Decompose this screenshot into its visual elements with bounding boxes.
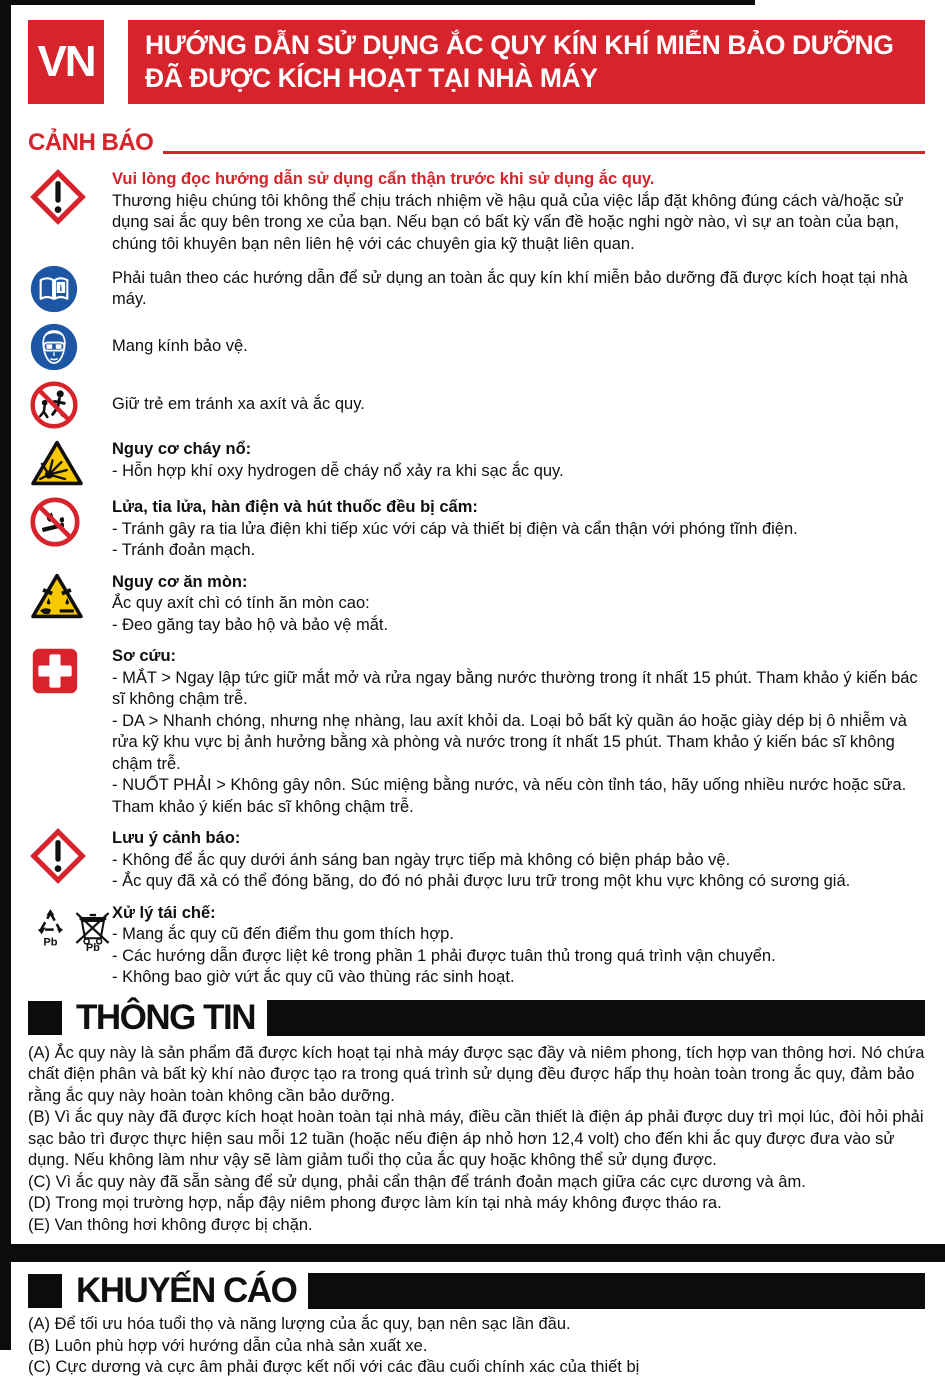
advice-heading-label: KHUYẾN CÁO <box>76 1271 297 1310</box>
ghs-exclamation-diamond-icon <box>30 828 86 884</box>
warning-item-line: - Hỗn hợp khí oxy hydrogen dễ cháy nổ xảy ra khi sạc ắc quy. <box>112 461 564 480</box>
section-separator-bar <box>0 1244 945 1262</box>
warning-item-body: Phải tuân theo các hướng dẫn để sử dụng an toàn ắc quy kín khí miễn bảo dưỡng đã được kích hoạt tại nhà máy. <box>112 268 908 308</box>
info-section <box>28 999 925 1237</box>
advice-section-header <box>28 1272 925 1310</box>
wear-eye-protection-icon <box>30 323 78 371</box>
warning-item-body: Giữ trẻ em tránh xa axít và ắc quy. <box>112 395 365 414</box>
warning-item-corrosive-hazard <box>28 572 925 637</box>
title-banner <box>128 20 925 104</box>
page-title-line-2: ĐÃ ĐƯỢC KÍCH HOẠT TẠI NHÀ MÁY <box>145 63 598 93</box>
read-manual-icon <box>30 265 78 313</box>
info-heading-label: THÔNG TIN <box>76 997 255 1037</box>
warning-section-heading <box>28 129 925 157</box>
warning-item-caution-note <box>28 828 925 893</box>
warning-item-title: Lửa, tia lửa, hàn điện và hút thuốc đều bị cấm: <box>112 498 478 516</box>
section-header-square <box>28 1274 62 1308</box>
warning-item-title: Nguy cơ cháy nổ: <box>112 440 252 458</box>
ghs-exclamation-diamond-icon <box>30 169 86 225</box>
warning-item-line: Ắc quy axít chì có tính ăn mòn cao: <box>112 594 370 612</box>
warning-item-icon-cell <box>28 169 112 255</box>
instruction-leaflet <box>28 0 925 1379</box>
advice-line-a: (A) Để tối ưu hóa tuổi thọ và năng lượng của ắc quy, bạn nên sạc lần đầu. <box>28 1315 571 1333</box>
warning-item-keep-children-away <box>28 381 925 429</box>
section-header-square <box>28 1001 62 1035</box>
warning-item-line: - Không bao giờ vứt ắc quy cũ vào thùng rác sinh hoạt. <box>112 968 515 986</box>
warning-heading-rule <box>163 151 925 154</box>
warning-item-line: - Đeo găng tay bảo hộ và bảo vệ mắt. <box>112 615 389 634</box>
warning-item-no-fire-smoking <box>28 497 925 562</box>
warning-item-icon-cell <box>28 265 112 313</box>
warning-item-icon-cell <box>28 381 112 429</box>
warning-item-title: Sơ cứu: <box>112 647 177 665</box>
info-paragraph-d: (D) Trong mọi trường hợp, nắp đậy niêm phong được làm kín tại nhà máy không được tháo ra. <box>28 1194 722 1212</box>
first-aid-icon <box>30 646 80 696</box>
warning-item-line: - Ắc quy đã xả có thể đóng băng, do đó nó phải được lưu trữ trong một khu vực không có sương giá. <box>112 872 851 890</box>
advice-section <box>28 1272 925 1379</box>
warning-item-title: Xử lý tái chế: <box>112 903 216 922</box>
svg-text:i: i <box>59 284 63 295</box>
advice-lines <box>28 1314 925 1379</box>
warning-item-line: - NUỐT PHẢI > Không gây nôn. Súc miệng bằng nước, và nếu còn tỉnh táo, hãy uống nhiều nước hoặc sữa. Tham khảo ý kiến bác sĩ không chậm trễ. <box>112 776 907 816</box>
warning-item-explosion-hazard <box>28 439 925 487</box>
warning-item-line: - DA > Nhanh chóng, nhưng nhẹ nhàng, lau axít khỏi da. Loại bỏ bất kỳ quần áo hoặc giày dép bị ô nhiễm và rửa kỹ khu vực bị ảnh hưởng bằng xà phòng và nước trong ít nhất 15 phút. Tham khảo ý kiến bác sĩ không chậm trễ. <box>112 711 907 773</box>
info-section-header <box>28 999 925 1037</box>
no-fire-smoking-icon <box>30 497 80 547</box>
warning-item-icon-cell <box>28 828 112 893</box>
warning-item-line: - Tránh gây ra tia lửa điện khi tiếp xúc với cáp và thiết bị điện và cẩn thận với phóng tĩnh điện. <box>112 519 798 538</box>
warning-item-read-carefully <box>28 169 925 255</box>
warning-item-body: Thương hiệu chúng tôi không thể chịu trách nhiệm về hậu quả của việc lắp đặt không đúng cách và/hoặc sử dụng sai ắc quy bên trong xe của bạn. Nếu bạn có bất kỳ vấn đề hoặc nghi ngờ nào, vì sự an toàn của bạn, chúng tôi khuyên bạn nên liên hệ với các chuyên gia kỹ thuật liên quan. <box>112 191 904 253</box>
warning-item-line: - Các hướng dẫn được liệt kê trong phần 1 phải được tuân thủ trong quá trình vận chuyển. <box>112 946 776 965</box>
warning-item-first-aid <box>28 646 925 818</box>
warning-item-icon-cell <box>28 439 112 487</box>
page-title-line-1: HƯỚNG DẪN SỬ DỤNG ẮC QUY KÍN KHÍ MIỄN BẢO DƯỠNG <box>145 30 894 60</box>
info-paragraph-c: (C) Vì ắc quy này đã sẵn sàng để sử dụng, phải cẩn thận để tránh đoản mạch giữa các cực dương và âm. <box>28 1172 806 1191</box>
explosion-hazard-icon <box>30 439 84 487</box>
warning-item-body: Mang kính bảo vệ. <box>112 337 248 356</box>
warning-item-follow-manual <box>28 265 925 313</box>
warning-item-line: - Tránh đoản mạch. <box>112 541 256 559</box>
info-paragraph-a: (A) Ắc quy này là sản phẩm đã được kích hoạt tại nhà máy được sạc đầy và niêm phong, tích hợp van thông hơi. Nó chứa chất điện phân và bất kỳ khí nào được tạo ra trong quá trình sử dụng đều được hấp thụ hoàn toàn trong ắc quy, đảm bảo rằng ắc quy này hoàn toàn không cần bảo dưỡng. <box>28 1043 925 1105</box>
warning-item-title: Lưu ý cảnh báo: <box>112 829 241 847</box>
header <box>28 0 925 104</box>
pb-label-right: Pb <box>85 941 100 953</box>
info-paragraphs <box>28 1043 925 1237</box>
advice-line-b: (B) Luôn phù hợp với hướng dẫn của nhà sản xuất xe. <box>28 1336 428 1355</box>
language-badge: VN <box>28 20 104 104</box>
section-header-bar <box>267 1000 925 1036</box>
warning-item-line: - MẮT > Ngay lập tức giữ mắt mở và rửa ngay bằng nước thường trong ít nhất 15 phút. Tham khảo ý kiến bác sĩ không chậm trễ. <box>112 668 918 708</box>
warning-item-line: - Không để ắc quy dưới ánh sáng ban ngày trực tiếp mà không có biện pháp bảo vệ. <box>112 850 731 869</box>
info-paragraph-e: (E) Van thông hơi không được bị chặn. <box>28 1215 313 1234</box>
warning-item-icon-cell <box>28 497 112 562</box>
warning-item-icon-cell <box>28 646 112 818</box>
section-header-bar <box>308 1273 925 1309</box>
warning-item-icon-cell <box>28 572 112 637</box>
advice-line-c: (C) Cực dương và cực âm phải được kết nối với các đầu cuối chính xác của thiết bị <box>28 1358 640 1376</box>
warning-item-icon-cell <box>28 323 112 371</box>
corrosive-hazard-icon <box>30 572 84 620</box>
recycle-lead-pb-icon <box>30 903 118 953</box>
info-paragraph-b: (B) Vì ắc quy này đã được kích hoạt hoàn toàn tại nhà máy, điều cần thiết là điện áp phải được duy trì mọi lúc, đòi hỏi phải sạc bảo trì được thực hiện sau mỗi 12 tuần (hoặc nếu điện áp nhỏ hơn 12,4 volt) cho đến khi ắc quy được đưa vào sử dụng. Nếu không làm như vậy sẽ làm giảm tuổi thọ của ắc quy hoặc không thể sử dụng được. <box>28 1108 924 1169</box>
warning-item-icon-cell <box>28 903 112 989</box>
warning-item-eye-protection <box>28 323 925 371</box>
warning-items <box>28 169 925 989</box>
warning-item-title: Nguy cơ ăn mòn: <box>112 572 248 591</box>
warning-item-line: - Mang ắc quy cũ đến điểm thu gom thích hợp. <box>112 925 454 943</box>
warning-item-lead: Vui lòng đọc hướng dẫn sử dụng cẩn thận trước khi sử dụng ắc quy. <box>112 170 655 188</box>
pb-label-left: Pb <box>43 935 58 948</box>
page-edge-left <box>0 0 11 1350</box>
warning-item-recycling <box>28 903 925 989</box>
warning-heading-label: CẢNH BÁO <box>28 129 154 156</box>
keep-children-away-icon <box>30 381 78 429</box>
